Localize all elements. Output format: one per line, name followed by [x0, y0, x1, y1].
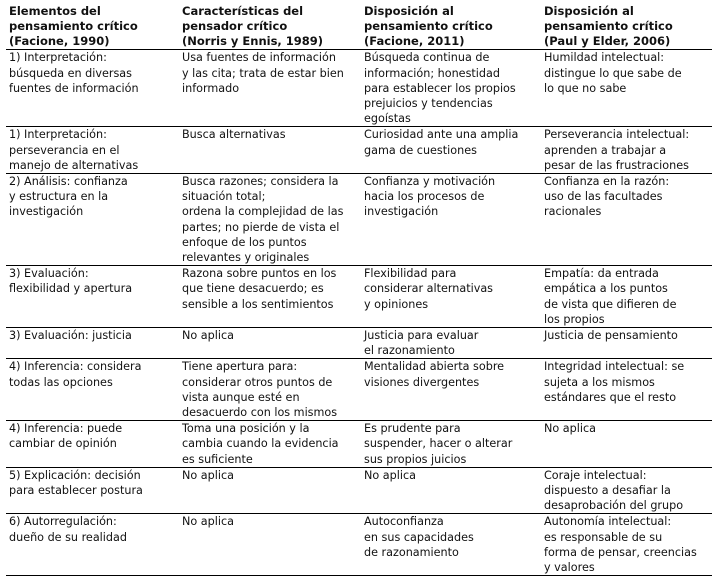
header-line: pensamiento crítico	[364, 18, 493, 33]
table-cell	[541, 266, 712, 328]
header-cell	[361, 2, 541, 50]
cell-line: relevantes y originales	[182, 251, 310, 265]
cell-line: forma de pensar, creencias	[544, 545, 697, 559]
table-cell	[6, 328, 179, 359]
critical-thinking-table	[6, 2, 712, 576]
cell-line: estándares que el resto	[544, 390, 677, 404]
cell-line: Integridad intelectual: se	[544, 360, 685, 374]
cell-line: sensible a los sentimientos	[182, 297, 334, 311]
cell-line: enfoque de los puntos	[182, 235, 307, 249]
cell-line: egoístas	[364, 112, 411, 126]
table-cell	[179, 421, 361, 468]
table-cell	[179, 174, 361, 266]
table-cell	[179, 127, 361, 174]
cell-line: Coraje intelectual:	[544, 468, 647, 482]
table-cell	[6, 266, 179, 328]
table-cell	[179, 467, 361, 514]
cell-line: y estructura en la	[9, 190, 109, 204]
table-cell	[361, 50, 541, 127]
cell-line: pesar de las frustraciones	[544, 158, 689, 172]
table-cell	[541, 127, 712, 174]
cell-line: Tiene apertura para:	[182, 360, 298, 374]
table-cell	[179, 514, 361, 576]
cell-line: Confianza y motivación	[364, 175, 496, 189]
cell-line: investigación	[9, 205, 84, 219]
cell-line: perseverancia en el	[9, 143, 120, 157]
cell-line: para establecer postura	[9, 484, 143, 498]
table-header	[6, 2, 712, 50]
cell-line: 1) Interpretación:	[9, 128, 107, 142]
header-line: Disposición al	[364, 4, 454, 18]
table-row	[6, 359, 712, 421]
cell-line: ordena la complejidad de las	[182, 205, 344, 219]
cell-line: Justicia de pensamiento	[544, 329, 678, 343]
table-row	[6, 514, 712, 576]
cell-line: 6) Autorregulación:	[9, 515, 117, 529]
cell-line: Humildad intelectual:	[544, 51, 665, 65]
cell-line: Perseverancia intelectual:	[544, 128, 690, 142]
cell-line: Busca alternativas	[182, 128, 286, 142]
cell-line: es suficiente	[182, 452, 253, 466]
table-cell	[361, 266, 541, 328]
cell-line: cambia cuando la evidencia	[182, 437, 339, 451]
cell-line: Confianza en la razón:	[544, 175, 670, 189]
cell-line: dispuesto a desafiar la	[544, 484, 671, 498]
cell-line: lo que no sabe	[544, 81, 627, 95]
cell-line: distingue lo que sabe de	[544, 66, 682, 80]
cell-line: fuentes de información	[9, 81, 139, 95]
cell-line: y opiniones	[364, 297, 429, 311]
cell-line: suspender, hacer o alterar	[364, 437, 513, 451]
table-cell	[361, 421, 541, 468]
cell-line: No aplica	[182, 515, 234, 529]
cell-line: manejo de alternativas	[9, 158, 139, 172]
cell-line: 3) Evaluación:	[9, 267, 89, 281]
cell-line: y las cita; trata de estar bien	[182, 66, 344, 80]
cell-line: que tiene desacuerdo; es	[182, 282, 324, 296]
cell-line: No aplica	[182, 468, 234, 482]
header-line: Disposición al	[544, 4, 634, 18]
table-cell	[541, 359, 712, 421]
cell-line: uso de las facultades	[544, 190, 663, 204]
cell-line: Flexibilidad para	[364, 267, 457, 281]
cell-line: Usa fuentes de información	[182, 51, 336, 65]
cell-line: de vista que difieren de	[544, 297, 677, 311]
cell-line: Razona sobre puntos en los	[182, 267, 337, 281]
cell-line: Mentalidad abierta sobre	[364, 360, 505, 374]
cell-line: partes; no pierde de vista el	[182, 220, 340, 234]
table-cell	[179, 359, 361, 421]
cell-line: considerar alternativas	[364, 282, 494, 296]
table-row	[6, 174, 712, 266]
table-cell	[541, 174, 712, 266]
cell-line: racionales	[544, 205, 602, 219]
cell-line: Autoconfianza	[364, 515, 444, 529]
cell-line: Autonomía intelectual:	[544, 515, 672, 529]
cell-line: Curiosidad ante una amplia	[364, 128, 519, 142]
cell-line: dueño de su realidad	[9, 530, 127, 544]
cell-line: cambiar de opinión	[9, 437, 117, 451]
cell-line: Empatía: da entrada	[544, 267, 659, 281]
table-cell	[541, 514, 712, 576]
cell-line: No aplica	[544, 422, 596, 436]
table-cell	[361, 328, 541, 359]
table-cell	[6, 467, 179, 514]
cell-line: información; honestidad	[364, 66, 500, 80]
cell-line: vista aunque esté en	[182, 390, 300, 404]
cell-line: 4) Inferencia: puede	[9, 422, 123, 436]
cell-line: búsqueda en diversas	[9, 66, 132, 80]
table-cell	[6, 50, 179, 127]
table-cell	[6, 174, 179, 266]
cell-line: Toma una posición y la	[182, 422, 310, 436]
cell-line: sujeta a los mismos	[544, 375, 655, 389]
table-row	[6, 127, 712, 174]
cell-line: de razonamiento	[364, 545, 459, 559]
cell-line: considerar otros puntos de	[182, 375, 333, 389]
cell-line: aprenden a trabajar a	[544, 143, 667, 157]
table-cell	[361, 174, 541, 266]
header-cell	[541, 2, 712, 50]
table-cell	[179, 50, 361, 127]
cell-line: No aplica	[182, 329, 234, 343]
table-cell	[6, 514, 179, 576]
table-row	[6, 50, 712, 127]
cell-line: Búsqueda continua de	[364, 51, 490, 65]
header-line: pensador crítico	[182, 18, 288, 33]
header-line: Elementos del	[9, 4, 101, 18]
table-cell	[541, 328, 712, 359]
header-row	[6, 2, 712, 50]
header-line: pensamiento crítico	[544, 18, 673, 33]
table-body	[6, 50, 712, 576]
header-cell	[179, 2, 361, 50]
header-line: Características del	[182, 4, 304, 18]
cell-line: 4) Inferencia: considera	[9, 360, 142, 374]
cell-line: el razonamiento	[364, 344, 455, 358]
cell-line: 3) Evaluación: justicia	[9, 329, 132, 343]
cell-line: gama de cuestiones	[364, 143, 477, 157]
table-cell	[6, 421, 179, 468]
cell-line: 2) Análisis: confianza	[9, 175, 128, 189]
cell-line: y valores	[544, 561, 595, 575]
cell-line: desaprobación del grupo	[544, 499, 684, 513]
table-cell	[6, 127, 179, 174]
cell-line: No aplica	[364, 468, 416, 482]
cell-line: 1) Interpretación:	[9, 51, 107, 65]
cell-line: flexibilidad y apertura	[9, 282, 133, 296]
cell-line: visiones divergentes	[364, 375, 480, 389]
cell-line: Busca razones; considera la	[182, 175, 339, 189]
header-line: (Paul y Elder, 2006)	[544, 33, 671, 48]
header-line: pensamiento crítico	[9, 18, 138, 33]
header-cell	[6, 2, 179, 50]
cell-line: investigación	[364, 205, 439, 219]
table-row	[6, 266, 712, 328]
table-cell	[361, 127, 541, 174]
cell-line: prejuicios y tendencias	[364, 97, 493, 110]
table-row	[6, 421, 712, 468]
header-line: (Facione, 2011)	[364, 33, 465, 48]
cell-line: en sus capacidades	[364, 530, 474, 544]
cell-line: todas las opciones	[9, 375, 113, 389]
table-cell	[361, 514, 541, 576]
cell-line: 5) Explicación: decisión	[9, 468, 141, 482]
table-row	[6, 328, 712, 359]
table-cell	[179, 328, 361, 359]
table-cell	[541, 467, 712, 514]
cell-line: situación total;	[182, 190, 266, 204]
table-row	[6, 467, 712, 514]
cell-line: empática a los puntos	[544, 282, 668, 296]
cell-line: hacia los procesos de	[364, 190, 485, 204]
cell-line: es responsable de su	[544, 530, 663, 544]
table-cell	[541, 421, 712, 468]
cell-line: Justicia para evaluar	[364, 329, 479, 343]
header-line: (Facione, 1990)	[9, 33, 110, 48]
cell-line: informado	[182, 81, 240, 95]
cell-line: desacuerdo con los mismos	[182, 406, 338, 420]
table-cell	[179, 266, 361, 328]
table-cell	[6, 359, 179, 421]
cell-line: sus propios juicios	[364, 452, 467, 466]
cell-line: para establecer los propios	[364, 81, 516, 95]
header-line: (Norris y Ennis, 1989)	[182, 33, 324, 48]
table-cell	[541, 50, 712, 127]
table-cell	[361, 359, 541, 421]
table-cell	[361, 467, 541, 514]
cell-line: Es prudente para	[364, 422, 461, 436]
cell-line: los propios	[544, 312, 605, 326]
